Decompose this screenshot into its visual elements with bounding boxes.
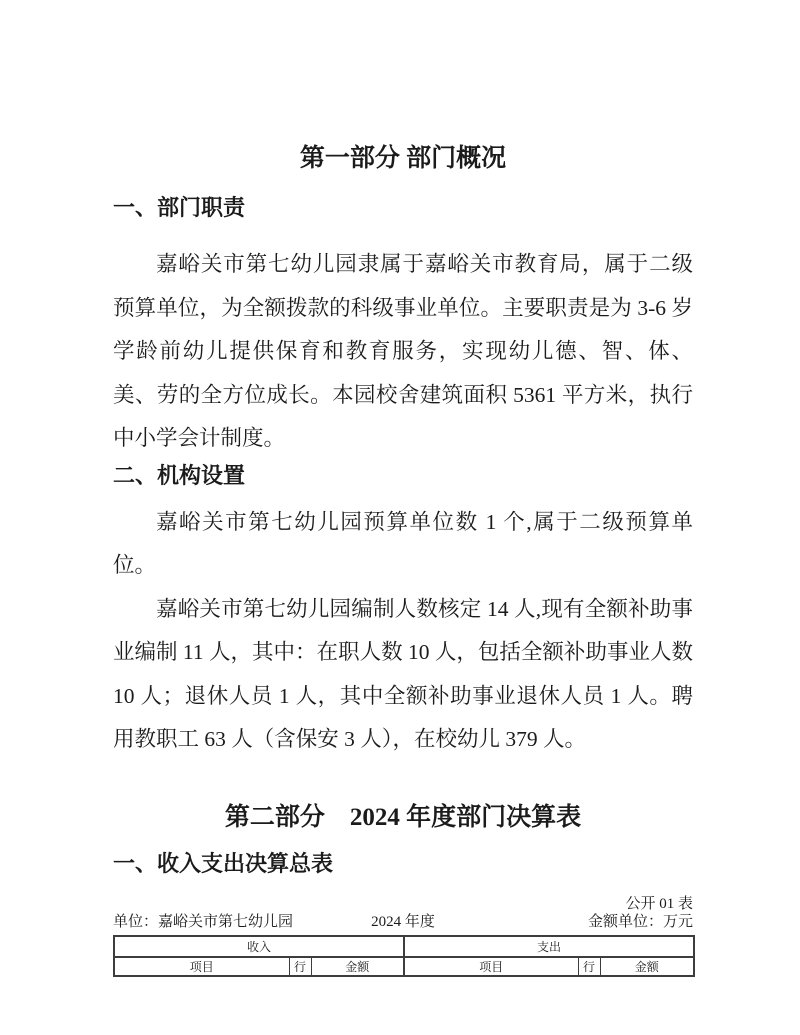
income-item-column-header: 项目 <box>114 957 289 976</box>
section-heading-department-duties: 一、部门职责 <box>113 195 246 220</box>
table-column-header-row <box>114 957 694 976</box>
table-meta-row <box>113 913 693 931</box>
organization-paragraph-1: 嘉峪关市第七幼儿园预算单位数 1 个,属于二级预算单位。 <box>113 509 693 577</box>
income-expenditure-summary-table <box>113 935 695 977</box>
expenditure-amount-column-header: 金额 <box>600 957 694 976</box>
page-content <box>113 0 693 977</box>
expenditure-line-column-header: 行 <box>578 957 600 976</box>
income-group-header: 收入 <box>114 936 404 957</box>
duties-paragraph: 嘉峪关市第七幼儿园隶属于嘉峪关市教育局，属于二级预算单位，为全额拨款的科级事业单位。主要职责是为 3-6 岁学龄前幼儿提供保育和教育服务，实现幼儿德、智、体、美、劳的全方位成长。本园校舍建筑面积 5361 平方米，执行中小学会计制度。 <box>113 252 693 450</box>
section-heading-income-expenditure-summary: 一、收入支出决算总表 <box>113 850 334 876</box>
amount-unit-label: 金额单位：万元 <box>588 913 694 930</box>
income-line-column-header: 行 <box>289 957 311 976</box>
fiscal-year-label: 2024 年度 <box>371 913 435 930</box>
public-sheet-number-label: 公开 01 表 <box>625 895 693 912</box>
expenditure-group-header: 支出 <box>404 936 694 957</box>
expenditure-item-column-header: 项目 <box>404 957 578 976</box>
income-amount-column-header: 金额 <box>311 957 404 976</box>
organization-paragraph-2: 嘉峪关市第七幼儿园编制人数核定 14 人,现有全额补助事业编制 11 人，其中：在职人数 10 人，包括全额补助事业人数 10 人；退休人员 1 人，其中全额补助事业退休人员 1 人。聘用教职工 63 人（含保安 3 人），在校幼儿 379 人。 <box>113 596 693 751</box>
part2-title: 第二部分 2024 年度部门决算表 <box>224 803 582 831</box>
section-heading-organization: 二、机构设置 <box>113 462 246 488</box>
table-group-header-row <box>114 936 694 957</box>
part1-title: 第一部分 部门概况 <box>299 145 507 172</box>
unit-name-label: 单位：嘉峪关市第七幼儿园 <box>113 913 294 930</box>
